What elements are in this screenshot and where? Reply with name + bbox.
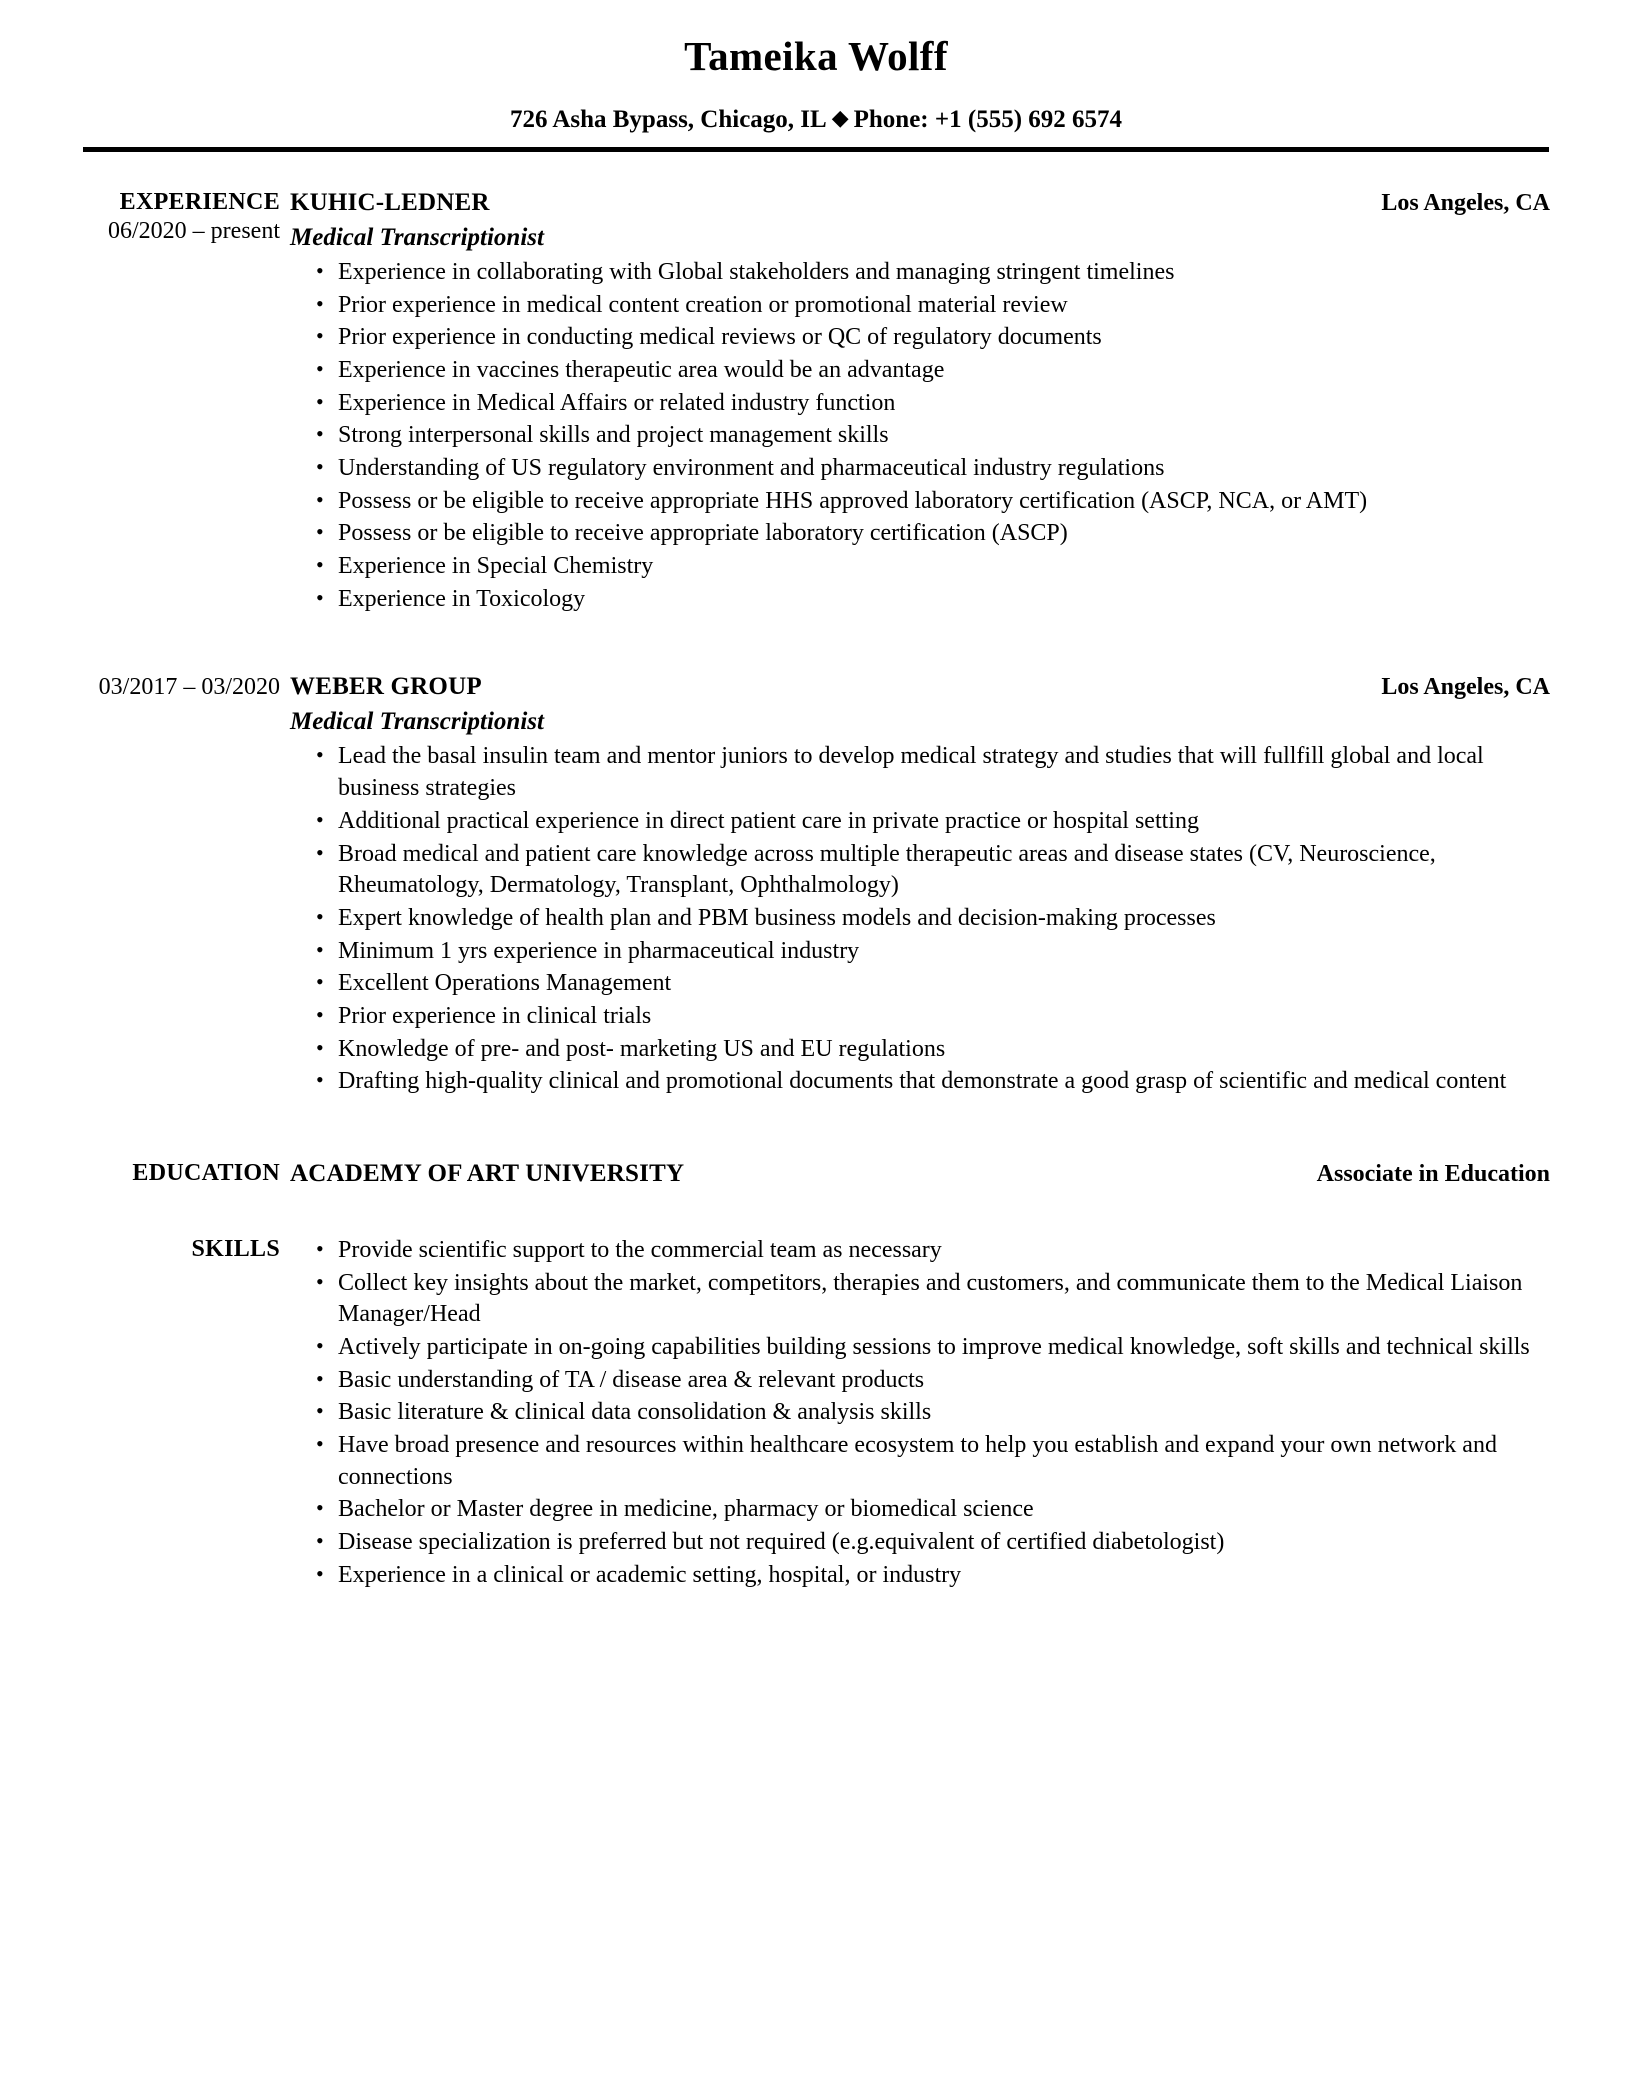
list-item: • Basic understanding of TA / disease area & relevant products — [290, 1365, 1550, 1397]
education-left-column — [0, 1159, 290, 1187]
list-item: • Basic literature & clinical data consolidation & analysis skills — [290, 1397, 1550, 1429]
skills-bullets — [290, 1235, 1550, 1591]
experience-right-column — [290, 188, 1632, 617]
education-degree-1: Associate in Education — [1316, 1160, 1550, 1187]
list-item: • Experience in vaccines therapeutic area would be an advantage — [290, 355, 1550, 387]
list-item: • Prior experience in conducting medical reviews or QC of regulatory documents — [290, 322, 1550, 354]
job-company-1: KUHIC-LEDNER — [290, 188, 490, 216]
list-item: • Experience in Toxicology — [290, 584, 1550, 616]
job-title-1: Medical Transcriptionist — [290, 223, 544, 251]
job-header-1 — [290, 188, 1550, 218]
list-item: • Minimum 1 yrs experience in pharmaceutical industry — [290, 936, 1550, 968]
job-dates-2: 03/2017 – 03/2020 — [98, 674, 280, 701]
list-item: • Provide scientific support to the commercial team as necessary — [290, 1235, 1550, 1267]
skills-section — [0, 1231, 1632, 1592]
header-divider — [83, 147, 1549, 152]
list-item: • Understanding of US regulatory environment and pharmaceutical industry regulations — [290, 453, 1550, 485]
list-item: • Prior experience in medical content creation or promotional material review — [290, 290, 1550, 322]
diamond-separator-icon: ◆ — [831, 105, 849, 131]
list-item: • Excellent Operations Management — [290, 968, 1550, 1000]
skills-left-column — [0, 1231, 290, 1263]
experience-section — [0, 188, 1632, 617]
job-bullets-2 — [290, 741, 1550, 1097]
list-item: • Possess or be eligible to receive appropriate HHS approved laboratory certification (ASCP, NCA, or AMT) — [290, 486, 1550, 518]
education-school-1: ACADEMY OF ART UNIVERSITY — [290, 1159, 685, 1187]
education-entry-1 — [290, 1159, 1550, 1189]
list-item: • Additional practical experience in direct patient care in private practice or hospital setting — [290, 806, 1550, 838]
job-dates-1: 06/2020 – present — [108, 217, 280, 244]
job-right-column-2 — [290, 672, 1632, 1099]
list-item: • Experience in collaborating with Global stakeholders and managing stringent timelines — [290, 257, 1550, 289]
section-label-experience: EXPERIENCE — [119, 188, 280, 215]
skills-right-column — [290, 1231, 1632, 1592]
list-item: • Prior experience in clinical trials — [290, 1001, 1550, 1033]
list-item: • Collect key insights about the market, competitors, therapies and customers, and communicate them to the Medical Liaison Manager/Head — [290, 1268, 1550, 1331]
contact-phone: Phone: +1 (555) 692 6574 — [853, 106, 1123, 134]
list-item: • Experience in Special Chemistry — [290, 551, 1550, 583]
list-item: • Bachelor or Master degree in medicine, pharmacy or biomedical science — [290, 1494, 1550, 1526]
list-item: • Possess or be eligible to receive appropriate laboratory certification (ASCP) — [290, 518, 1550, 550]
resume-header — [0, 0, 1632, 152]
list-item: • Lead the basal insulin team and mentor juniors to develop medical strategy and studies that will fullfill global and local business strategies — [290, 741, 1550, 804]
list-item: • Actively participate in on-going capabilities building sessions to improve medical knowledge, soft skills and technical skills — [290, 1332, 1550, 1364]
job-location-2: Los Angeles, CA — [1381, 674, 1550, 701]
list-item: • Broad medical and patient care knowledge across multiple therapeutic areas and disease states (CV, Neuroscience, Rheumatology, Dermatology, Transplant, Ophthalmology) — [290, 839, 1550, 902]
job-left-column-2 — [0, 672, 290, 703]
list-item: • Experience in Medical Affairs or related industry function — [290, 388, 1550, 420]
list-item: • Have broad presence and resources within healthcare ecosystem to help you establish and expand your own network and connections — [290, 1430, 1550, 1493]
section-label-skills: SKILLS — [191, 1235, 280, 1262]
job-company-2: WEBER GROUP — [290, 673, 482, 701]
experience-entry-2 — [0, 672, 1632, 1099]
job-location-1: Los Angeles, CA — [1381, 189, 1550, 216]
contact-address: 726 Asha Bypass, Chicago, IL — [509, 106, 827, 134]
list-item: • Knowledge of pre- and post- marketing US and EU regulations — [290, 1034, 1550, 1066]
list-item: • Drafting high-quality clinical and promotional documents that demonstrate a good grasp of scientific and medical content — [290, 1066, 1550, 1098]
job-header-2 — [290, 672, 1550, 702]
list-item: • Strong interpersonal skills and project management skills — [290, 420, 1550, 452]
education-section — [0, 1159, 1632, 1189]
education-right-column — [290, 1159, 1632, 1189]
list-item: • Disease specialization is preferred but not required (e.g.equivalent of certified diabetologist) — [290, 1527, 1550, 1559]
candidate-name: Tameika Wolff — [684, 33, 948, 79]
list-item: • Experience in a clinical or academic setting, hospital, or industry — [290, 1560, 1550, 1592]
job-title-2: Medical Transcriptionist — [290, 708, 544, 736]
section-label-education: EDUCATION — [132, 1159, 280, 1186]
contact-line — [0, 106, 1632, 134]
experience-left-column — [0, 188, 290, 247]
job-bullets-1 — [290, 257, 1550, 615]
list-item: • Expert knowledge of health plan and PBM business models and decision-making processes — [290, 903, 1550, 935]
